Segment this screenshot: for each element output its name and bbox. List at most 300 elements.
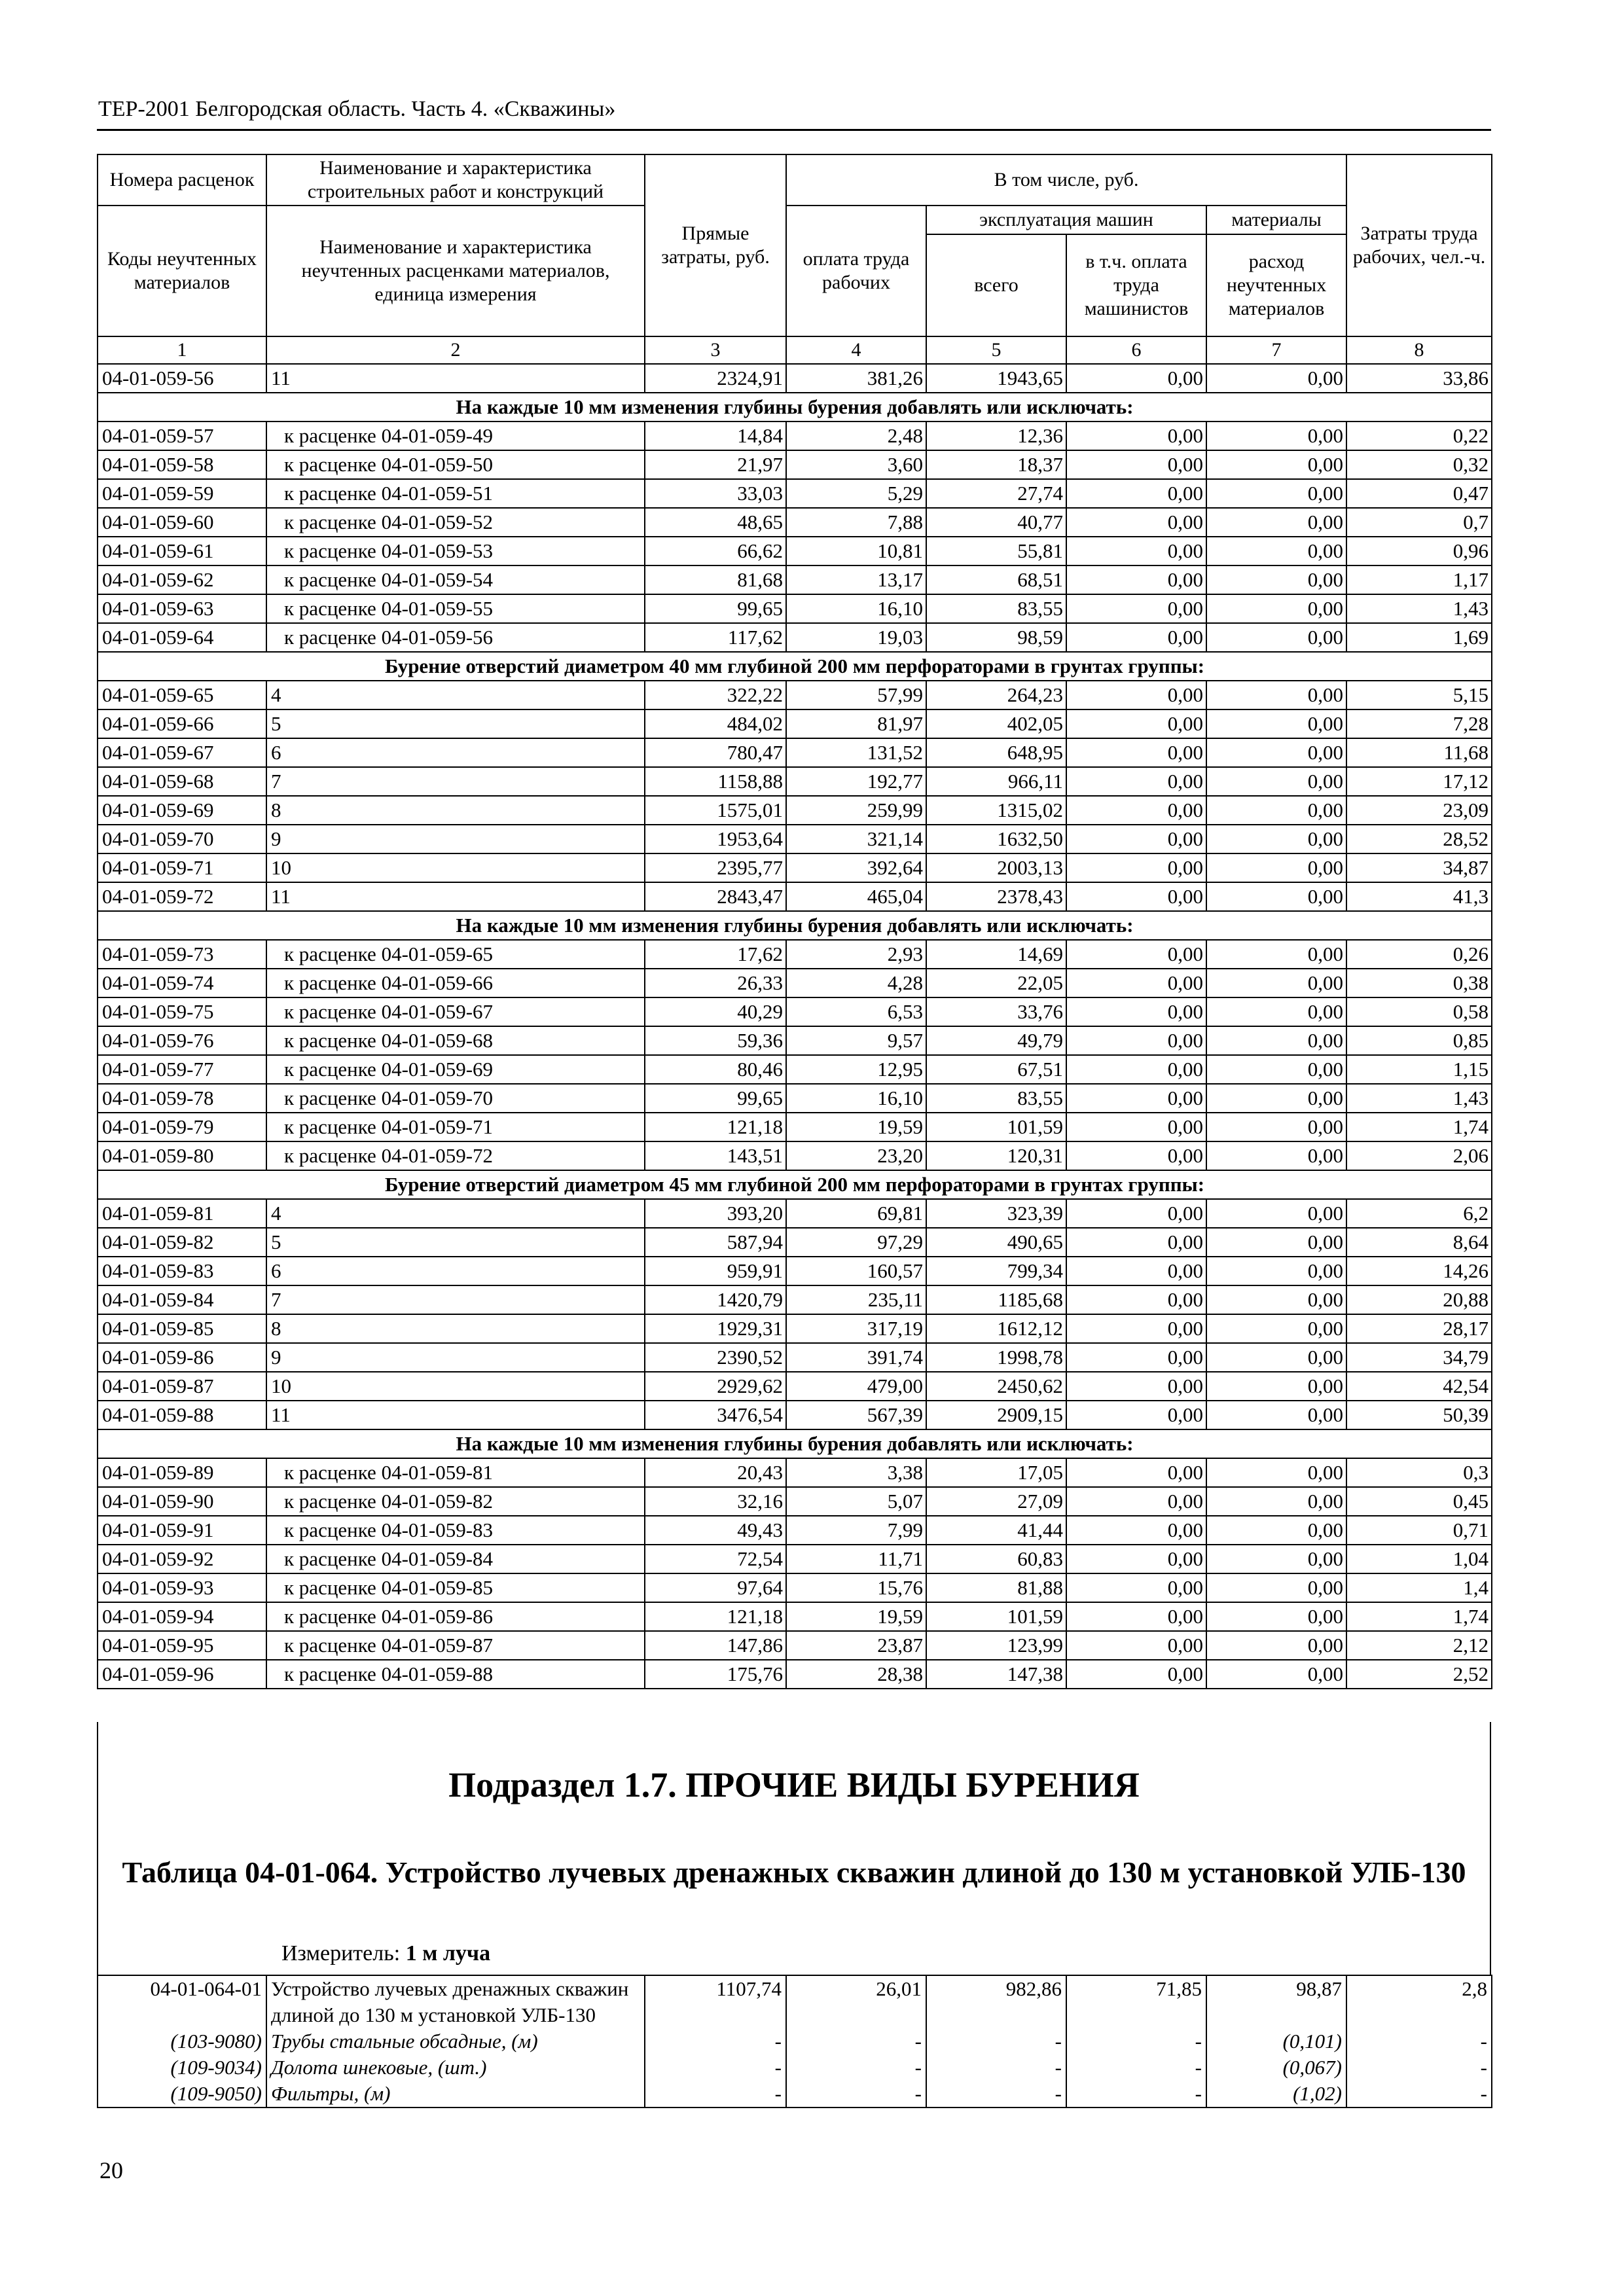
- rate-code: 04-01-059-94: [98, 1602, 266, 1631]
- direct-costs: 587,94: [645, 1228, 786, 1257]
- machines-total: 1185,68: [926, 1285, 1066, 1314]
- direct-costs: 33,03: [645, 479, 786, 508]
- rate-name: 10: [266, 1372, 645, 1401]
- labor-costs: 33,86: [1346, 364, 1492, 393]
- table-row: [98, 1055, 1492, 1084]
- machinist-wages: 0,00: [1066, 479, 1206, 508]
- worker-wages: 9,57: [786, 1026, 926, 1055]
- worker-wages: 19,59: [786, 1113, 926, 1141]
- material-consumption: 0,00: [1206, 422, 1346, 450]
- rate-name: 11: [266, 882, 645, 911]
- header-worker-wages: оплата труда рабочих: [786, 206, 926, 336]
- worker-wages: 7,88: [786, 508, 926, 537]
- rate-code: 04-01-059-79: [98, 1113, 266, 1141]
- machines-total: -: [926, 2028, 1066, 2054]
- rate-name: 4: [266, 681, 645, 709]
- rate-name: 7: [266, 767, 645, 796]
- labor-costs: 1,74: [1346, 1113, 1492, 1141]
- machines-total: 14,69: [926, 940, 1066, 969]
- header-material-consumption: расход неучтенных материалов: [1206, 234, 1346, 336]
- machinist-wages: 0,00: [1066, 1631, 1206, 1660]
- worker-wages: 7,99: [786, 1516, 926, 1545]
- worker-wages: 15,76: [786, 1573, 926, 1602]
- machinist-wages: 0,00: [1066, 1257, 1206, 1285]
- direct-costs: 121,18: [645, 1602, 786, 1631]
- direct-costs: 484,02: [645, 709, 786, 738]
- machines-total: 264,23: [926, 681, 1066, 709]
- machinist-wages: 0,00: [1066, 623, 1206, 652]
- column-index: 7: [1206, 336, 1346, 364]
- direct-costs: 21,97: [645, 450, 786, 479]
- rate-code: 04-01-059-63: [98, 594, 266, 623]
- direct-costs: 40,29: [645, 997, 786, 1026]
- rate-code: 04-01-059-58: [98, 450, 266, 479]
- column-index: 6: [1066, 336, 1206, 364]
- machinist-wages: 0,00: [1066, 364, 1206, 393]
- header-machinist-wages: в т.ч. оплата труда машинистов: [1066, 234, 1206, 336]
- worker-wages: 6,53: [786, 997, 926, 1026]
- material-row: [98, 2054, 1492, 2081]
- table-row: [98, 364, 1492, 393]
- measure-value: 1 м луча: [405, 1941, 491, 1965]
- rate-code: 04-01-059-73: [98, 940, 266, 969]
- material-consumption: (0,067): [1206, 2054, 1346, 2081]
- rates-table: [97, 154, 1492, 1689]
- rate-code: 04-01-059-61: [98, 537, 266, 565]
- material-consumption: 0,00: [1206, 1660, 1346, 1689]
- labor-costs: 41,3: [1346, 882, 1492, 911]
- table-row: [98, 1573, 1492, 1602]
- material-consumption: 0,00: [1206, 1458, 1346, 1487]
- worker-wages: 160,57: [786, 1257, 926, 1285]
- direct-costs: 97,64: [645, 1573, 786, 1602]
- material-consumption: 0,00: [1206, 450, 1346, 479]
- direct-costs: 147,86: [645, 1631, 786, 1660]
- direct-costs: 99,65: [645, 1084, 786, 1113]
- labor-costs: 2,8: [1346, 1975, 1492, 2028]
- rate-code: 04-01-059-96: [98, 1660, 266, 1689]
- rate-code: 04-01-059-89: [98, 1458, 266, 1487]
- machines-total: 81,88: [926, 1573, 1066, 1602]
- machinist-wages: 0,00: [1066, 1602, 1206, 1631]
- machines-total: 18,37: [926, 450, 1066, 479]
- material-consumption: 0,00: [1206, 1199, 1346, 1228]
- machinist-wages: 0,00: [1066, 1545, 1206, 1573]
- rate-name: к расценке 04-01-059-52: [266, 508, 645, 537]
- machinist-wages: 0,00: [1066, 738, 1206, 767]
- material-row: [98, 2081, 1492, 2108]
- worker-wages: 567,39: [786, 1401, 926, 1429]
- machinist-wages: 0,00: [1066, 1401, 1206, 1429]
- rate-code: 04-01-059-90: [98, 1487, 266, 1516]
- material-consumption: 0,00: [1206, 1257, 1346, 1285]
- rate-name: 10: [266, 853, 645, 882]
- labor-costs: 0,22: [1346, 422, 1492, 450]
- rate-code: 04-01-064-01: [98, 1975, 266, 2028]
- material-consumption: 0,00: [1206, 997, 1346, 1026]
- rate-code: 04-01-059-76: [98, 1026, 266, 1055]
- material-consumption: 0,00: [1206, 1285, 1346, 1314]
- machinist-wages: 0,00: [1066, 709, 1206, 738]
- machinist-wages: 71,85: [1066, 1975, 1206, 2028]
- rate-code: 04-01-059-57: [98, 422, 266, 450]
- material-consumption: 0,00: [1206, 882, 1346, 911]
- worker-wages: 81,97: [786, 709, 926, 738]
- rate-name: к расценке 04-01-059-56: [266, 623, 645, 652]
- worker-wages: 259,99: [786, 796, 926, 825]
- material-consumption: 0,00: [1206, 537, 1346, 565]
- measure-label: Измеритель:: [281, 1941, 401, 1965]
- column-index: 3: [645, 336, 786, 364]
- worker-wages: 69,81: [786, 1199, 926, 1228]
- column-index: 4: [786, 336, 926, 364]
- labor-costs: 0,45: [1346, 1487, 1492, 1516]
- table-row: [98, 594, 1492, 623]
- machines-total: 55,81: [926, 537, 1066, 565]
- machinist-wages: 0,00: [1066, 537, 1206, 565]
- rate-name: к расценке 04-01-059-53: [266, 537, 645, 565]
- rate-code: 04-01-059-82: [98, 1228, 266, 1257]
- material-consumption: 0,00: [1206, 1487, 1346, 1516]
- machinist-wages: -: [1066, 2028, 1206, 2054]
- labor-costs: 1,15: [1346, 1055, 1492, 1084]
- measure-unit: [281, 1941, 490, 1966]
- machinist-wages: 0,00: [1066, 508, 1206, 537]
- table-row: [98, 422, 1492, 450]
- machinist-wages: 0,00: [1066, 1343, 1206, 1372]
- machines-total: -: [926, 2081, 1066, 2108]
- machinist-wages: 0,00: [1066, 853, 1206, 882]
- rate-code: 04-01-059-75: [98, 997, 266, 1026]
- table-row: [98, 565, 1492, 594]
- rate-code: 04-01-059-95: [98, 1631, 266, 1660]
- worker-wages: -: [786, 2028, 926, 2054]
- material-consumption: 0,00: [1206, 681, 1346, 709]
- labor-costs: 23,09: [1346, 796, 1492, 825]
- direct-costs: 1107,74: [645, 1975, 786, 2028]
- machines-total: 2003,13: [926, 853, 1066, 882]
- rate-name: к расценке 04-01-059-86: [266, 1602, 645, 1631]
- labor-costs: 8,64: [1346, 1228, 1492, 1257]
- worker-wages: 479,00: [786, 1372, 926, 1401]
- labor-costs: 2,06: [1346, 1141, 1492, 1170]
- material-consumption: 0,00: [1206, 1113, 1346, 1141]
- machines-total: 966,11: [926, 767, 1066, 796]
- material-consumption: 0,00: [1206, 969, 1346, 997]
- direct-costs: -: [645, 2054, 786, 2081]
- table-row: [98, 796, 1492, 825]
- worker-wages: 16,10: [786, 1084, 926, 1113]
- table-row: [98, 1026, 1492, 1055]
- direct-costs: 121,18: [645, 1113, 786, 1141]
- machinist-wages: 0,00: [1066, 1573, 1206, 1602]
- material-consumption: 0,00: [1206, 1314, 1346, 1343]
- rate-code: 04-01-059-60: [98, 508, 266, 537]
- direct-costs: 175,76: [645, 1660, 786, 1689]
- machines-total: 101,59: [926, 1113, 1066, 1141]
- worker-wages: 391,74: [786, 1343, 926, 1372]
- machinist-wages: 0,00: [1066, 825, 1206, 853]
- worker-wages: 10,81: [786, 537, 926, 565]
- rate-name: к расценке 04-01-059-69: [266, 1055, 645, 1084]
- direct-costs: 322,22: [645, 681, 786, 709]
- material-consumption: 0,00: [1206, 1573, 1346, 1602]
- material-consumption: (0,101): [1206, 2028, 1346, 2054]
- material-consumption: 0,00: [1206, 1141, 1346, 1170]
- worker-wages: 5,07: [786, 1487, 926, 1516]
- machinist-wages: 0,00: [1066, 1458, 1206, 1487]
- material-consumption: 98,87: [1206, 1975, 1346, 2028]
- worker-wages: 192,77: [786, 767, 926, 796]
- direct-costs: 48,65: [645, 508, 786, 537]
- rate-name: к расценке 04-01-059-50: [266, 450, 645, 479]
- labor-costs: 0,32: [1346, 450, 1492, 479]
- labor-costs: 0,38: [1346, 969, 1492, 997]
- page-number: 20: [99, 2157, 123, 2183]
- machines-total: 40,77: [926, 508, 1066, 537]
- direct-costs: 99,65: [645, 594, 786, 623]
- machinist-wages: 0,00: [1066, 1372, 1206, 1401]
- direct-costs: 2843,47: [645, 882, 786, 911]
- rate-name: 7: [266, 1285, 645, 1314]
- material-consumption: 0,00: [1206, 1228, 1346, 1257]
- direct-costs: 780,47: [645, 738, 786, 767]
- machines-total: 799,34: [926, 1257, 1066, 1285]
- worker-wages: 317,19: [786, 1314, 926, 1343]
- table-row: [98, 1372, 1492, 1401]
- rate-code: 04-01-059-59: [98, 479, 266, 508]
- direct-costs: -: [645, 2028, 786, 2054]
- worker-wages: 23,20: [786, 1141, 926, 1170]
- running-header: ТЕР-2001 Белгородская область. Часть 4. «Скважины»: [98, 97, 616, 121]
- material-consumption: 0,00: [1206, 1401, 1346, 1429]
- section-heading: На каждые 10 мм изменения глубины бурения добавлять или исключать:: [98, 393, 1492, 422]
- header-machine-operation: эксплуатация машин: [926, 206, 1206, 234]
- header-machines-total: всего: [926, 234, 1066, 336]
- worker-wages: 11,71: [786, 1545, 926, 1573]
- rate-code: 04-01-059-83: [98, 1257, 266, 1285]
- labor-costs: 1,04: [1346, 1545, 1492, 1573]
- rate-code: 04-01-059-86: [98, 1343, 266, 1372]
- table-row: [98, 1113, 1492, 1141]
- worker-wages: 16,10: [786, 594, 926, 623]
- worker-wages: 5,29: [786, 479, 926, 508]
- section-heading-row: [98, 911, 1492, 940]
- section-block: [97, 1722, 1491, 1975]
- direct-costs: 2395,77: [645, 853, 786, 882]
- machines-total: 17,05: [926, 1458, 1066, 1487]
- direct-costs: 1953,64: [645, 825, 786, 853]
- machines-total: -: [926, 2054, 1066, 2081]
- table-row: [98, 681, 1492, 709]
- machines-total: 982,86: [926, 1975, 1066, 2028]
- machines-total: 27,74: [926, 479, 1066, 508]
- machines-total: 68,51: [926, 565, 1066, 594]
- rate-name: Устройство лучевых дренажных скважин длиной до 130 м установкой УЛБ-130: [266, 1975, 645, 2028]
- labor-costs: 0,3: [1346, 1458, 1492, 1487]
- material-name: Трубы стальные обсадные, (м): [266, 2028, 645, 2054]
- table-row: [98, 1545, 1492, 1573]
- table-row: [98, 1314, 1492, 1343]
- table-row: [98, 1401, 1492, 1429]
- machines-total: 33,76: [926, 997, 1066, 1026]
- machines-total: 41,44: [926, 1516, 1066, 1545]
- column-index: 1: [98, 336, 266, 364]
- rate-code: 04-01-059-84: [98, 1285, 266, 1314]
- rate-name: 5: [266, 709, 645, 738]
- labor-costs: 17,12: [1346, 767, 1492, 796]
- labor-costs: 34,87: [1346, 853, 1492, 882]
- table-row: [98, 1458, 1492, 1487]
- table-row: [98, 1257, 1492, 1285]
- rate-code: 04-01-059-80: [98, 1141, 266, 1170]
- machinist-wages: 0,00: [1066, 882, 1206, 911]
- material-consumption: 0,00: [1206, 1602, 1346, 1631]
- table-row: [98, 738, 1492, 767]
- worker-wages: 13,17: [786, 565, 926, 594]
- section-heading-row: [98, 1170, 1492, 1199]
- worker-wages: 321,14: [786, 825, 926, 853]
- machinist-wages: 0,00: [1066, 997, 1206, 1026]
- direct-costs: 117,62: [645, 623, 786, 652]
- machinist-wages: 0,00: [1066, 1084, 1206, 1113]
- rate-code: 04-01-059-81: [98, 1199, 266, 1228]
- material-consumption: 0,00: [1206, 565, 1346, 594]
- direct-costs: 2324,91: [645, 364, 786, 393]
- direct-costs: 66,62: [645, 537, 786, 565]
- header-direct-costs: Прямые затраты, руб.: [645, 154, 786, 336]
- material-consumption: 0,00: [1206, 940, 1346, 969]
- machines-total: 323,39: [926, 1199, 1066, 1228]
- table-row: [98, 1631, 1492, 1660]
- material-consumption: 0,00: [1206, 1516, 1346, 1545]
- table-row: [98, 1084, 1492, 1113]
- worker-wages: -: [786, 2054, 926, 2081]
- machines-total: 1998,78: [926, 1343, 1066, 1372]
- rate-name: 6: [266, 1257, 645, 1285]
- table-row: [98, 1199, 1492, 1228]
- table-row: [98, 479, 1492, 508]
- machines-total: 67,51: [926, 1055, 1066, 1084]
- machinist-wages: 0,00: [1066, 1199, 1206, 1228]
- machinist-wages: 0,00: [1066, 1228, 1206, 1257]
- material-code: (109-9050): [98, 2081, 266, 2108]
- worker-wages: 19,03: [786, 623, 926, 652]
- header-material-codes: Коды неучтенных материалов: [98, 206, 266, 336]
- machinist-wages: 0,00: [1066, 969, 1206, 997]
- table-row: [98, 940, 1492, 969]
- column-index: 5: [926, 336, 1066, 364]
- machinist-wages: 0,00: [1066, 681, 1206, 709]
- direct-costs: 81,68: [645, 565, 786, 594]
- material-consumption: 0,00: [1206, 796, 1346, 825]
- section-heading: Бурение отверстий диаметром 45 мм глубиной 200 мм перфораторами в грунтах группы:: [98, 1170, 1492, 1199]
- rate-code: 04-01-059-56: [98, 364, 266, 393]
- table-row: [98, 508, 1492, 537]
- direct-costs: 2929,62: [645, 1372, 786, 1401]
- machinist-wages: 0,00: [1066, 796, 1206, 825]
- machines-total: 648,95: [926, 738, 1066, 767]
- rate-name: к расценке 04-01-059-68: [266, 1026, 645, 1055]
- rate-code: 04-01-059-77: [98, 1055, 266, 1084]
- labor-costs: 1,43: [1346, 594, 1492, 623]
- material-row: [98, 2028, 1492, 2054]
- machines-total: 1632,50: [926, 825, 1066, 853]
- rate-code: 04-01-059-66: [98, 709, 266, 738]
- direct-costs: 393,20: [645, 1199, 786, 1228]
- table-title: Таблица 04-01-064. Устройство лучевых дренажных скважин длиной до 130 м установкой УЛБ-130: [122, 1856, 1466, 1889]
- labor-costs: -: [1346, 2054, 1492, 2081]
- rate-code: 04-01-059-62: [98, 565, 266, 594]
- machinist-wages: 0,00: [1066, 1055, 1206, 1084]
- table-row: [98, 1141, 1492, 1170]
- machines-total: 49,79: [926, 1026, 1066, 1055]
- machines-total: 1315,02: [926, 796, 1066, 825]
- worker-wages: 28,38: [786, 1660, 926, 1689]
- machinist-wages: 0,00: [1066, 1026, 1206, 1055]
- machinist-wages: 0,00: [1066, 940, 1206, 969]
- labor-costs: 0,96: [1346, 537, 1492, 565]
- header-including: В том числе, руб.: [786, 154, 1346, 206]
- machinist-wages: 0,00: [1066, 594, 1206, 623]
- material-name: Фильтры, (м): [266, 2081, 645, 2108]
- machinist-wages: 0,00: [1066, 1314, 1206, 1343]
- table-row: [98, 537, 1492, 565]
- direct-costs: -: [645, 2081, 786, 2108]
- rate-name: 9: [266, 1343, 645, 1372]
- worker-wages: 3,38: [786, 1458, 926, 1487]
- rate-code: 04-01-059-69: [98, 796, 266, 825]
- direct-costs: 32,16: [645, 1487, 786, 1516]
- rate-code: 04-01-059-78: [98, 1084, 266, 1113]
- machines-total: 120,31: [926, 1141, 1066, 1170]
- rate-code: 04-01-059-74: [98, 969, 266, 997]
- rate-name: к расценке 04-01-059-72: [266, 1141, 645, 1170]
- section-heading: Бурение отверстий диаметром 40 мм глубиной 200 мм перфораторами в грунтах группы:: [98, 652, 1492, 681]
- header-work-name: Наименование и характеристика строительных работ и конструкций: [266, 154, 645, 206]
- worker-wages: 2,93: [786, 940, 926, 969]
- material-consumption: 0,00: [1206, 1372, 1346, 1401]
- table-row: [98, 1516, 1492, 1545]
- labor-costs: 6,2: [1346, 1199, 1492, 1228]
- direct-costs: 1420,79: [645, 1285, 786, 1314]
- machines-total: 83,55: [926, 1084, 1066, 1113]
- direct-costs: 1575,01: [645, 796, 786, 825]
- rate-name: к расценке 04-01-059-67: [266, 997, 645, 1026]
- section-heading: На каждые 10 мм изменения глубины бурения добавлять или исключать:: [98, 1429, 1492, 1458]
- column-index: 2: [266, 336, 645, 364]
- machines-total: 22,05: [926, 969, 1066, 997]
- material-consumption: 0,00: [1206, 825, 1346, 853]
- section-heading-row: [98, 1429, 1492, 1458]
- rate-name: к расценке 04-01-059-81: [266, 1458, 645, 1487]
- rate-name: к расценке 04-01-059-85: [266, 1573, 645, 1602]
- direct-costs: 80,46: [645, 1055, 786, 1084]
- material-consumption: 0,00: [1206, 767, 1346, 796]
- material-consumption: (1,02): [1206, 2081, 1346, 2108]
- material-consumption: 0,00: [1206, 853, 1346, 882]
- worker-wages: 131,52: [786, 738, 926, 767]
- table-row: [98, 997, 1492, 1026]
- rate-name: к расценке 04-01-059-54: [266, 565, 645, 594]
- rate-name: к расценке 04-01-059-49: [266, 422, 645, 450]
- machines-total: 2909,15: [926, 1401, 1066, 1429]
- labor-costs: 42,54: [1346, 1372, 1492, 1401]
- machinist-wages: 0,00: [1066, 422, 1206, 450]
- rate-code: 04-01-059-91: [98, 1516, 266, 1545]
- machines-total: 101,59: [926, 1602, 1066, 1631]
- table-row: [98, 825, 1492, 853]
